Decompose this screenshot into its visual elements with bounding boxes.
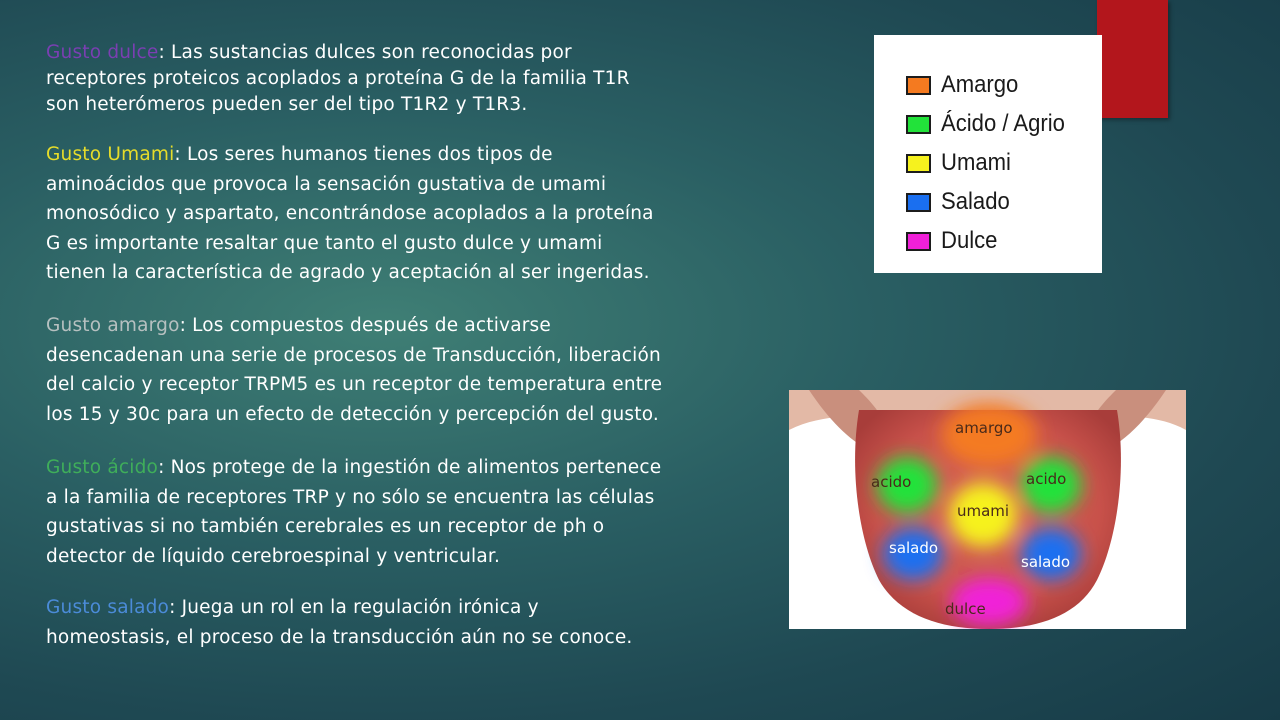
tongue-label-salado-right: salado (1021, 553, 1071, 571)
red-accent-bar (1097, 0, 1168, 118)
title-gusto-amargo: Gusto amargo (46, 315, 180, 336)
tongue-label-amargo: amargo (955, 419, 1013, 437)
body-gusto-dulce: Las sustancias dulces son reconocidas por receptores proteicos acoplados a proteína G de la familia T1R son heterómeros pueden ser del tipo T1R2 y T1R3. (46, 42, 630, 115)
tongue-label-dulce: dulce (945, 600, 986, 618)
title-gusto-dulce: Gusto dulce (46, 42, 159, 63)
swatch-dulce (906, 232, 931, 251)
body-gusto-salado: Juega un rol en la regulación irónica y homeostasis, el proceso de la transducción aún no se conoce. (46, 597, 633, 648)
separator: : (169, 597, 182, 618)
paragraph-gusto-acido (46, 453, 668, 571)
swatch-acido (906, 115, 931, 134)
separator: : (158, 42, 172, 63)
taste-legend-image (874, 35, 1102, 273)
paragraph-gusto-amargo (46, 311, 668, 429)
separator: : (174, 144, 187, 165)
legend-label-salado: Salado (941, 188, 1010, 215)
swatch-amargo (906, 76, 931, 95)
tongue-label-acido-right: acido (1026, 470, 1067, 488)
title-gusto-umami: Gusto Umami (46, 144, 175, 165)
body-gusto-amargo: Los compuestos después de activarse desencadenan una serie de procesos de Transducción, liberación del calcio y receptor TRPM5 es un receptor de temperatura entre los 15 y 30c para un efecto de detección y percepción del gusto. (46, 315, 663, 425)
legend-label-umami: Umami (941, 149, 1011, 176)
title-gusto-salado: Gusto salado (46, 597, 170, 618)
legend-label-dulce: Dulce (941, 227, 998, 254)
tongue-label-umami: umami (957, 502, 1010, 520)
paragraph-gusto-umami (46, 140, 668, 288)
body-gusto-umami: Los seres humanos tienes dos tipos de aminoácidos que provoca la sensación gustativa de umami monosódico y aspartato, encontrándose acoplados a la proteína G es importante resaltar que tanto el gusto dulce y umami tienen la característica de agrado y aceptación al ser ingeridas. (46, 144, 654, 283)
swatch-umami (906, 154, 931, 173)
legend-label-acido: Ácido / Agrio (941, 110, 1065, 137)
separator: : (158, 457, 171, 478)
paragraph-gusto-dulce (46, 40, 668, 118)
tongue-taste-map-image (789, 390, 1186, 629)
paragraph-gusto-salado (46, 593, 668, 652)
tongue-label-acido-left: acido (871, 473, 912, 491)
separator: : (179, 315, 193, 336)
legend-label-amargo: Amargo (941, 71, 1019, 98)
swatch-salado (906, 193, 931, 212)
title-gusto-acido: Gusto ácido (46, 457, 159, 478)
tongue-label-salado-left: salado (889, 539, 939, 557)
body-gusto-acido: Nos protege de la ingestión de alimentos pertenece a la familia de receptores TRP y no sólo se encuentra las células gustativas si no también cerebrales es un receptor de ph o detector de líquido cerebroespinal y ventricular. (46, 457, 662, 567)
